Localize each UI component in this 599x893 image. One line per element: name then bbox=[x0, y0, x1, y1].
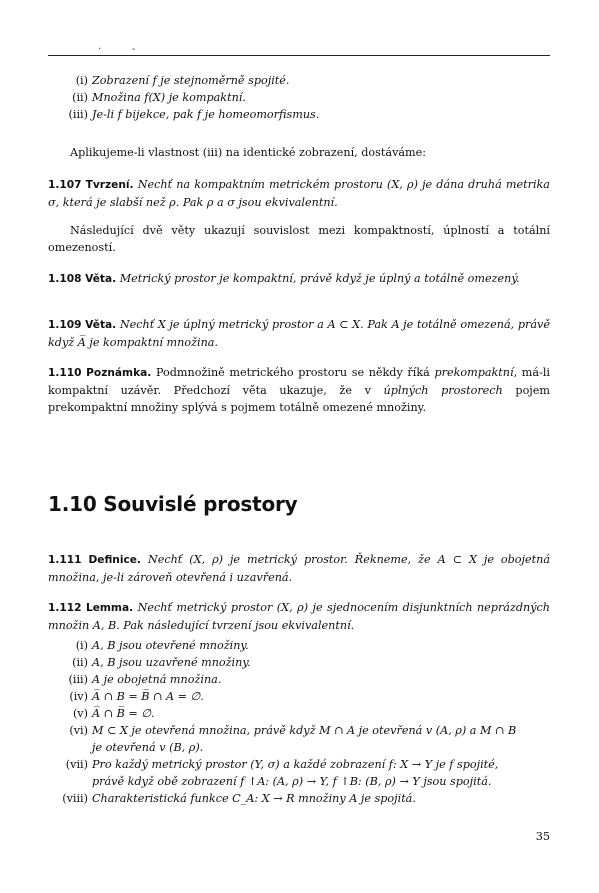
list-text-line: je otevřená v (B, ρ). bbox=[92, 741, 204, 754]
theorem-number: 1.107 bbox=[48, 179, 82, 191]
list-label: (vii) bbox=[65, 758, 88, 771]
list-text: A, B jsou otevřené množiny. bbox=[92, 639, 249, 652]
list-text: Charakteristická funkce C_A: X → R množiny A je spojitá. bbox=[92, 792, 416, 805]
list-label: (v) bbox=[72, 707, 88, 720]
theorem-1-108 bbox=[48, 270, 550, 288]
list-item bbox=[48, 756, 550, 790]
header-rule bbox=[48, 55, 550, 56]
list-text-line: M ⊂ X je otevřená množina, právě když M ∩ A je otevřená v (A, ρ) a M ∩ B bbox=[92, 724, 517, 737]
remark-kind: Poznámka. bbox=[86, 367, 152, 379]
remark-number: 1.110 bbox=[48, 367, 82, 379]
lemma-kind: Lemma. bbox=[85, 602, 134, 614]
theorem-number: 1.108 bbox=[48, 273, 82, 285]
list-label: (ii) bbox=[72, 91, 88, 104]
definition-kind: Definice. bbox=[88, 554, 141, 566]
lemma-number: 1.112 bbox=[48, 602, 82, 614]
section-title: 1.10 Souvislé prostory bbox=[48, 492, 298, 516]
remark-emphasis: úplných prostorech bbox=[383, 384, 503, 397]
list-text: A, B jsou uzavřené množiny. bbox=[92, 656, 251, 669]
theorem-1-109 bbox=[48, 316, 550, 351]
paragraph: Aplikujeme-li vlastnost (iii) na identické zobrazení, dostáváme: bbox=[70, 146, 427, 159]
theorem-body: Metrický prostor je kompaktní, právě když je úplný a totálně omezený. bbox=[119, 272, 520, 285]
list-text-line: Pro každý metrický prostor (Y, σ) a každé zobrazení f: X → Y je f spojité, bbox=[92, 758, 499, 771]
list-label: (vi) bbox=[69, 724, 88, 737]
list-text-line: právě když obě zobrazení f ↾A: (A, ρ) → Y, f ↾B: (B, ρ) → Y jsou spojitá. bbox=[92, 775, 492, 788]
list-label: (i) bbox=[75, 74, 88, 87]
list-item bbox=[48, 722, 550, 756]
theorem-kind: Tvrzení. bbox=[85, 179, 134, 191]
list-text: A je obojetná množina. bbox=[92, 673, 222, 686]
remark-text: , má-li kompaktní uzávěr. Předchozí věta ukazuje, že v bbox=[48, 366, 550, 397]
list-text: Zobrazení f je stejnoměrně spojité. bbox=[92, 74, 290, 87]
list-text: Množina f(X) je kompaktní. bbox=[92, 91, 246, 104]
definition-number: 1.111 bbox=[48, 554, 82, 566]
list-text: Je-li f bijekce, pak f je homeomorfismus. bbox=[92, 108, 320, 121]
theorem-kind: Věta. bbox=[85, 273, 117, 285]
paragraph: Následující dvě věty ukazují souvislost mezi kompaktností, úplností a totální omezeností. bbox=[48, 224, 550, 254]
definition-1-111 bbox=[48, 551, 550, 586]
remark-text: pojem prekompaktní množiny splývá s pojmem totálně omezené množiny. bbox=[48, 384, 550, 414]
list-text: A̅ ∩ B = B̅ ∩ A = ∅. bbox=[92, 690, 204, 703]
list-text: A̅ ∩ B̅ = ∅. bbox=[92, 707, 155, 720]
header-mark: · bbox=[98, 44, 102, 55]
lemma-body: Nechť metrický prostor (X, ρ) je sjednocením disjunktních neprázdných množin A, B. Pak následující tvrzení jsou ekvivalentní. bbox=[48, 601, 551, 632]
lemma-1-112 bbox=[48, 599, 550, 634]
header-mark: - bbox=[132, 44, 136, 55]
definition-body: Nechť (X, ρ) je metrický prostor. Řekneme, že A ⊂ X je obojetná množina, je-li zároveň otevřená i uzavřená. bbox=[48, 553, 550, 584]
list-text bbox=[92, 756, 550, 790]
theorem-body: Nechť X je úplný metrický prostor a A ⊂ X. Pak A je totálně omezená, právě když A̅ je kompaktní množina. bbox=[48, 318, 550, 349]
list-label: (i) bbox=[75, 639, 88, 652]
theorem-body: Nechť na kompaktním metrickém prostoru (X, ρ) je dána druhá metrika σ, která je slabší než ρ. Pak ρ a σ jsou ekvivalentní. bbox=[48, 178, 550, 209]
list-label: (iv) bbox=[69, 690, 88, 703]
list-label: (iii) bbox=[68, 108, 88, 121]
page-number: 35 bbox=[535, 830, 550, 843]
list-label: (iii) bbox=[68, 673, 88, 686]
list-text bbox=[92, 722, 550, 756]
theorem-1-107 bbox=[48, 176, 550, 211]
theorem-number: 1.109 bbox=[48, 319, 82, 331]
list-label: (viii) bbox=[62, 792, 88, 805]
remark-emphasis: prekompaktní bbox=[434, 366, 514, 379]
list-label: (ii) bbox=[72, 656, 88, 669]
remark-text: Podmnožině metrického prostoru se někdy říká bbox=[155, 366, 435, 379]
remark-1-110 bbox=[48, 364, 550, 416]
theorem-kind: Věta. bbox=[85, 319, 117, 331]
